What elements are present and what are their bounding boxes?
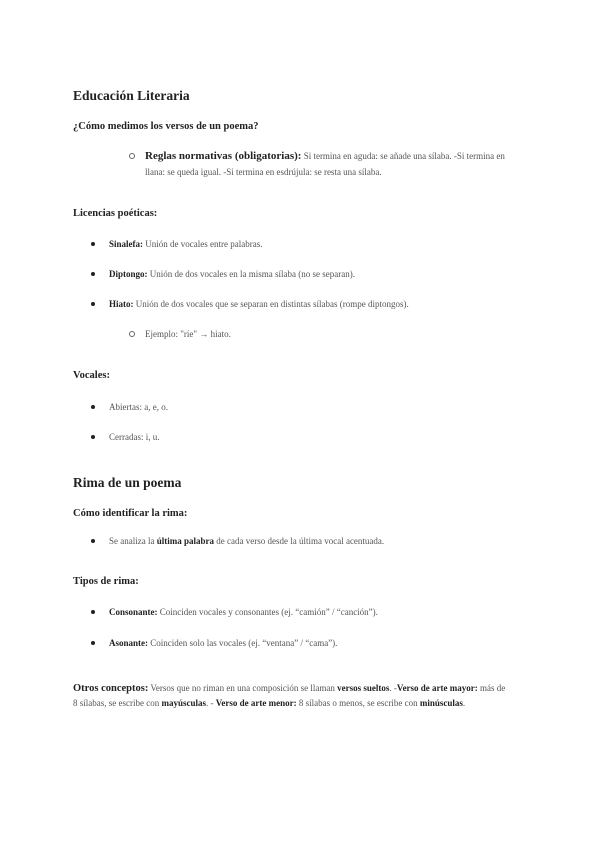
otros-text: 8 sílabas o menos, se escribe con (296, 698, 420, 708)
otros-bold: versos sueltos (337, 683, 390, 693)
otros-text: 8 sílabas, se escribe con (73, 698, 162, 708)
rules-text-1: Si termina en aguda: se añade una sílaba. -Si termina en (301, 151, 505, 161)
rules-text-2: llana: se queda igual. -Si termina en esdrújula: se resta una sílaba. (145, 167, 382, 177)
otros-text: . - (389, 683, 397, 693)
bullet-icon (91, 610, 95, 614)
list-item-hiato (109, 296, 409, 312)
list-item-text: Coinciden vocales y consonantes (ej. “camión” / “canción”). (157, 607, 378, 617)
otros-bold: Verso de arte mayor: (396, 683, 478, 693)
section-title-rima: Rima de un poema (73, 475, 182, 490)
list-item-consonante (109, 604, 378, 620)
otros-line-2 (73, 695, 465, 711)
bullet-icon (91, 302, 95, 306)
rules-label: Reglas normativas (obligatorias): (145, 150, 302, 162)
list-item-label: Asonante: (109, 638, 149, 648)
otros-text: más de (477, 683, 506, 693)
otros-label: Otros conceptos: (73, 683, 149, 694)
otros-text: . (462, 698, 466, 708)
list-item-label: Hiato: (109, 299, 134, 309)
hollow-bullet-icon (129, 153, 135, 159)
otros-text: . - (206, 698, 216, 708)
list-item-label: Diptongo: (109, 269, 148, 279)
identify-heading: Cómo identificar la rima: (73, 508, 188, 519)
otros-bold: minúsculas (419, 698, 463, 708)
otros-bold: mayúsculas (161, 698, 206, 708)
bullet-icon (91, 405, 95, 409)
question-heading: ¿Cómo medimos los versos de un poema? (73, 121, 259, 132)
list-item-text: Unión de dos vocales que se separan en distintas sílabas (rompe diptongos). (133, 299, 409, 309)
list-item-diptongo (109, 266, 355, 282)
bullet-icon (91, 272, 95, 276)
identify-text (109, 533, 384, 549)
list-item-sinalefa (109, 236, 262, 252)
list-item-label: Consonante: (109, 607, 158, 617)
otros-text: Versos que no riman en una composición se llaman (148, 683, 338, 693)
bullet-icon (91, 242, 95, 246)
identify-post: de cada verso desde la última vocal acentuada. (214, 536, 385, 546)
identify-pre: Se analiza la (109, 536, 157, 546)
bullet-icon (91, 539, 95, 543)
list-item-cerradas: Cerradas: i, u. (109, 432, 160, 442)
list-item-text: Unión de vocales entre palabras. (143, 239, 263, 249)
identify-bold: última palabra (156, 536, 214, 546)
bullet-icon (91, 641, 95, 645)
section-title-educacion: Educación Literaria (73, 88, 190, 103)
example-text: Ejemplo: "ríe" → hiato. (145, 329, 231, 339)
rules-line-1 (145, 148, 505, 164)
list-item-label: Sinalefa: (109, 239, 144, 249)
list-item-text: Unión de dos vocales en la misma sílaba (no se separan). (147, 269, 355, 279)
vocales-heading: Vocales: (73, 370, 110, 381)
otros-bold: Verso de arte menor: (215, 698, 297, 708)
list-item-asonante (109, 635, 337, 651)
licencias-heading: Licencias poéticas: (73, 208, 158, 219)
list-item-text: Coinciden solo las vocales (ej. “ventana” / “cama”). (148, 638, 338, 648)
types-heading: Tipos de rima: (73, 576, 139, 587)
bullet-icon (91, 435, 95, 439)
hollow-bullet-icon (129, 331, 135, 337)
list-item-abiertas: Abiertas: a, e, o. (109, 402, 168, 412)
